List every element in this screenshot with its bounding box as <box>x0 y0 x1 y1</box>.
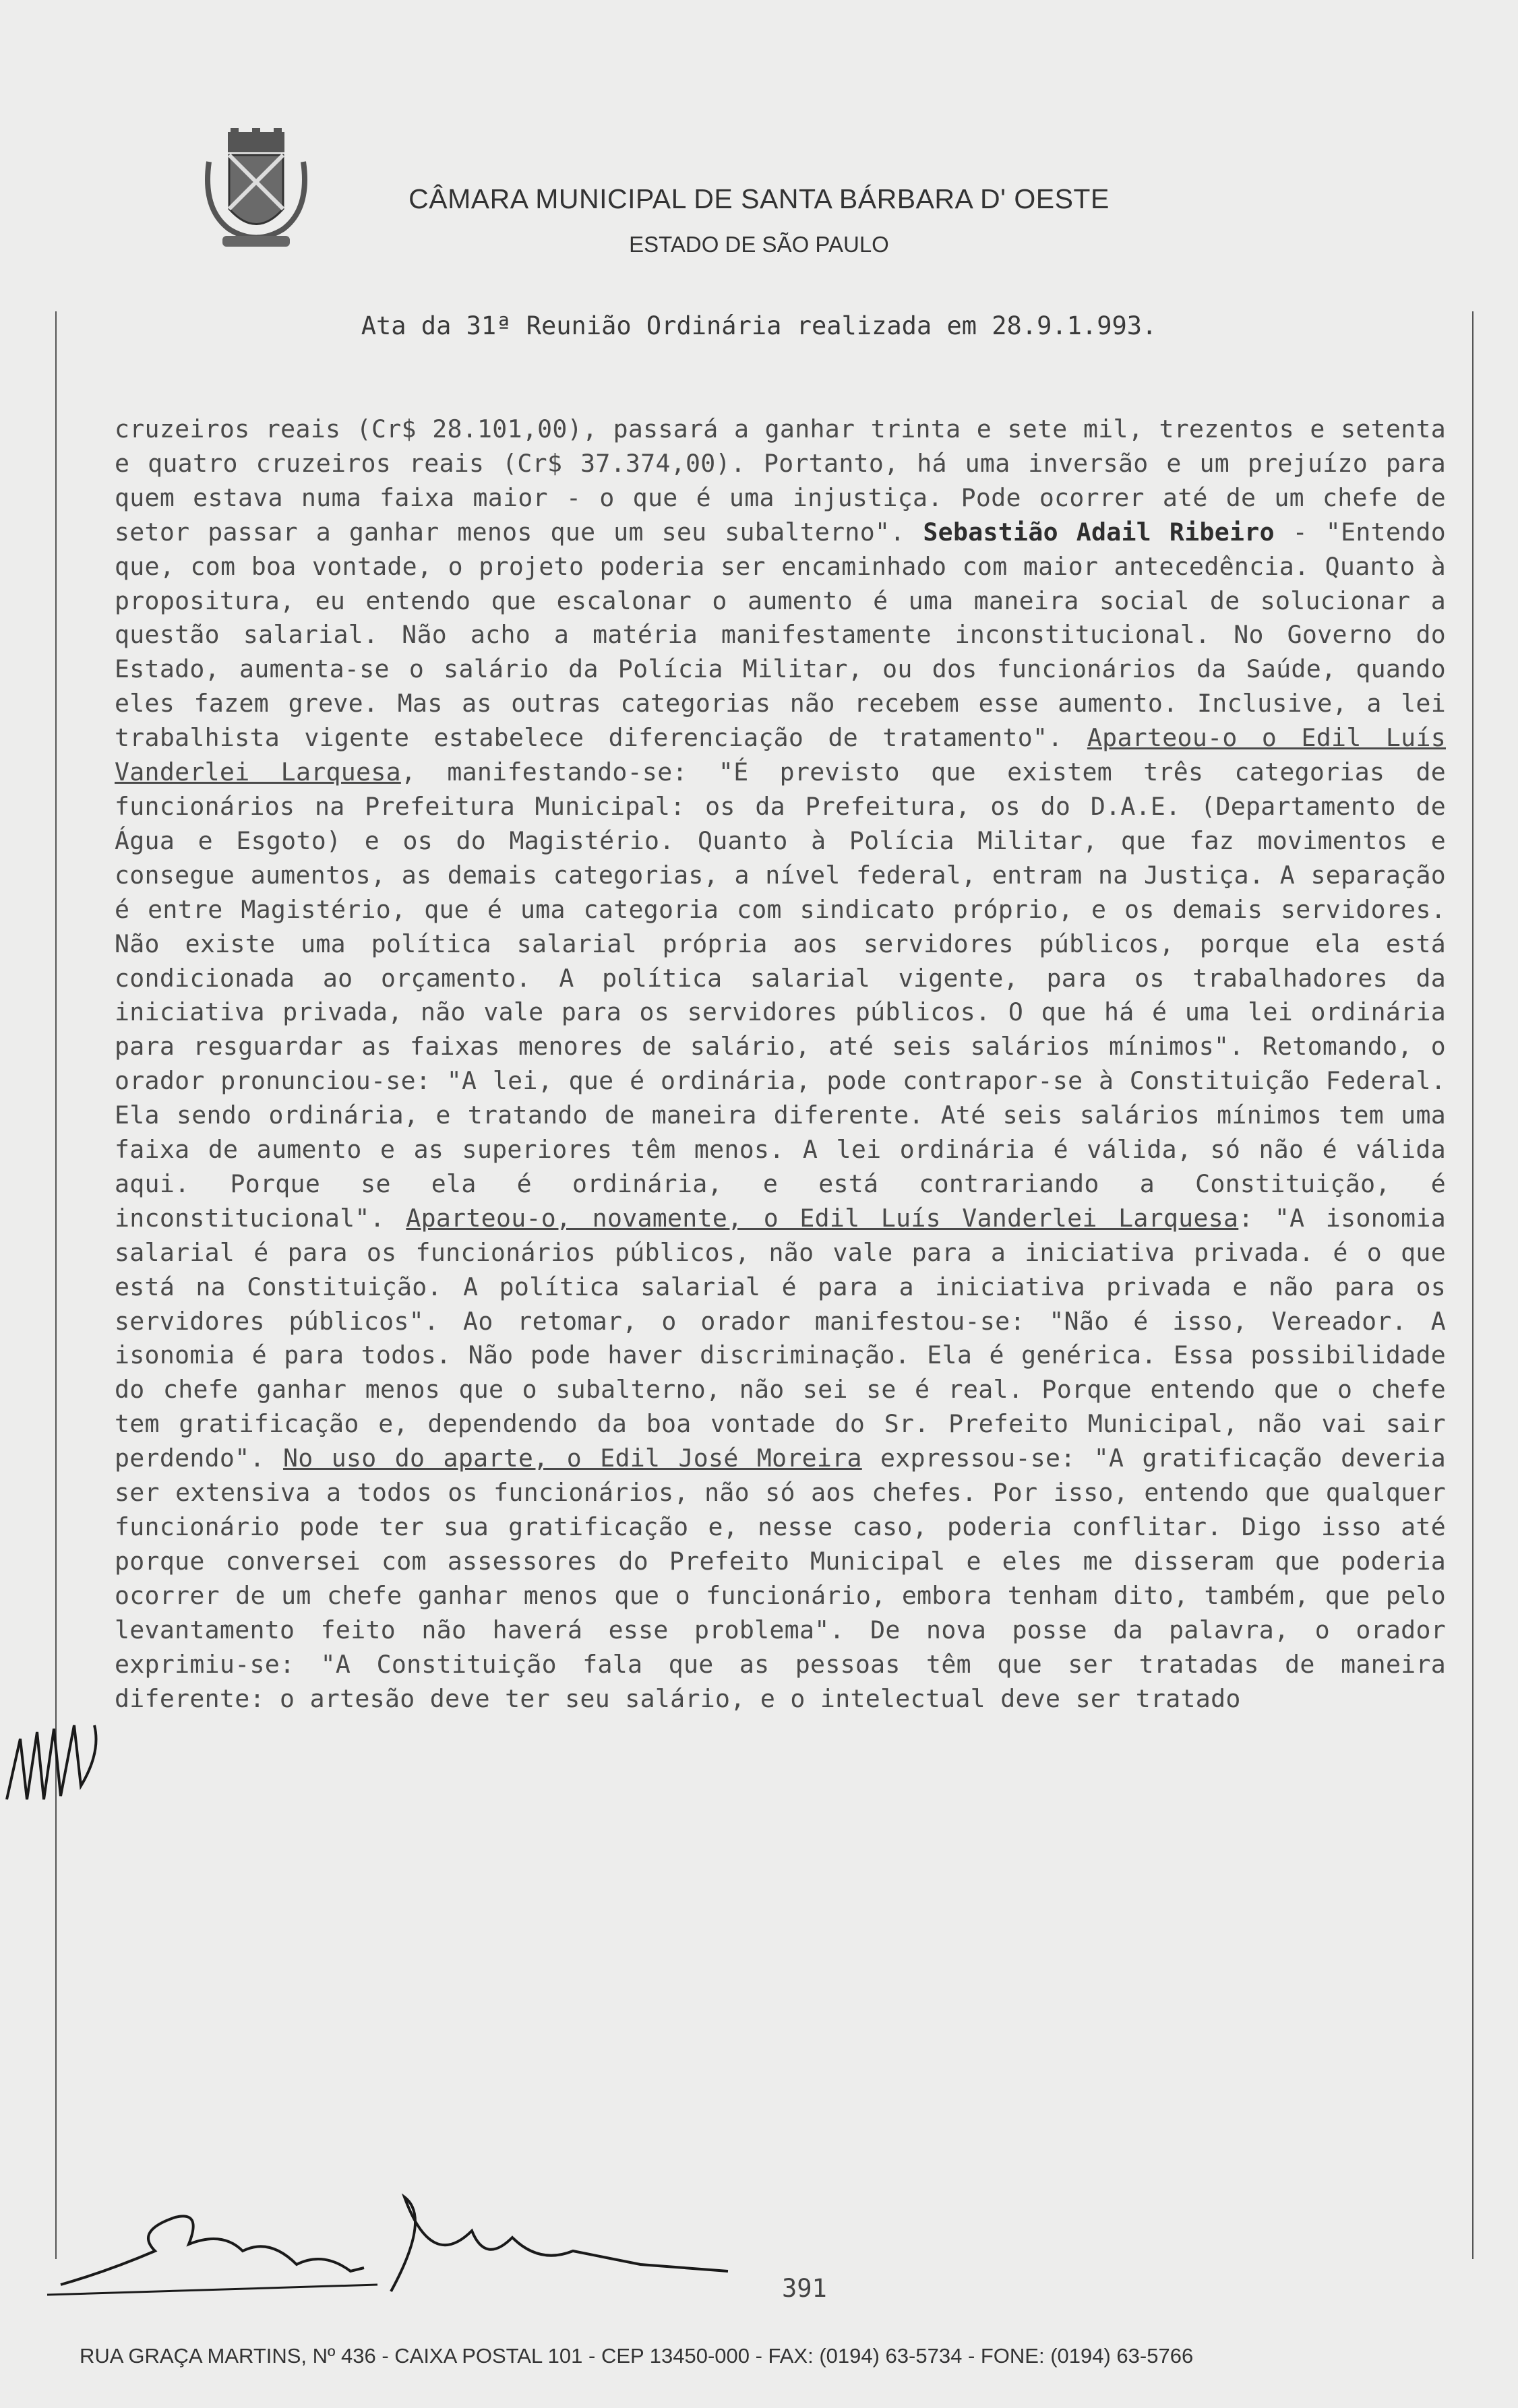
page-number: 391 <box>782 2274 827 2303</box>
signature-mark-icon <box>0 1712 108 1813</box>
body-part-3: , manifestando-se: "É previsto que existem três categorias de funcionários na Prefeitura Municipal: os da Prefeitura, os do D.A.E. (Departamento de Água e Esgoto) e os do Magistério. Quanto à Polícia Militar, que faz movimentos e consegue aumentos, as demais categorias, a nível federal, entram na Justiça. A separação é entre Magistério, que é uma categoria com sindicato próprio, e os demais servidores. Não existe uma política salarial própria aos servidores públicos, porque ela está condicionada ao orçamento. A política salarial vigente, para os trabalhadores da iniciativa privada, não vale para os servidores públicos. O que há é uma lei ordinária para resguardar as faixas menores de salário, até seis salários mínimos". Retomando, o orador pronunciou-se: "A lei, que é ordinária, pode contrapor-se à Constituição Federal. Ela sendo ordinária, e tratando de maneira diferente. Até seis salários mínimos tem uma faixa de aumento e as superiores têm menos. A lei ordinária é válida, só não é válida aqui. Porque se ela é ordinária, e está contrariando a Constituição, é inconstitucional". <box>115 758 1447 1233</box>
body-part-4: : "A isonomia salarial é para os funcionários públicos, não vale para a iniciativa privada. é o que está na Constituição. A política salarial é para a iniciativa privada e não para os servidores públicos". Ao retomar, o orador manifestou-se: "Não é isso, Vereador. A isonomia é para todos. Não pode haver discriminação. Ela é genérica. Essa possibilidade do chefe ganhar menos que o subalterno, não sei se é real. Porque entendo que o chefe tem gratificação e, dependendo da boa vontade do Sr. Prefeito Municipal, não vai sair perdendo". <box>115 1203 1446 1473</box>
body-part-2: - "Entendo que, com boa vontade, o projeto poderia ser encaminhado com maior antecedência. Quanto à propositura, eu entendo que escalonar o aumento é uma maneira social de solucionar a questão salarial. Não acho a matéria manifestamente inconstitucional. No Governo do Estado, aumenta-se o salário da Polícia Militar, ou dos funcionários da Saúde, quando eles fazem greve. Mas as outras categorias não recebem esse aumento. Inclusive, a lei trabalhista vigente estabelece diferenciação de tratamento". <box>115 517 1446 753</box>
body-intro: cruzeiros reais (Cr$ 28.101,00), passará a ganhar trinta e sete mil, trezentos e setenta e quatro cruzeiros reais (Cr$ 37.374,00). Portanto, há uma inversão e um prejuízo para quem estava numa faixa maior - o que é uma injustiça. Pode ocorrer até de um chefe de setor passar a ganhar menos que um seu subalterno". <box>115 414 1446 547</box>
minutes-body <box>115 412 1446 1716</box>
body-part-5: expressou-se: "A gratificação deveria ser extensiva a todos os funcionários, não só aos chefes. Por isso, entendo que qualquer funcionário pode ter sua gratificação e, nesse caso, poderia conflitar. Digo isso até porque conversei com assessores do Prefeito Municipal e eles me disseram que poderia ocorrer de um chefe ganhar menos que o funcionário, embora tenham dito, também, que pelo levantamento feito não haverá esse problema". De nova posse da palavra, o orador exprimiu-se: "A Constituição fala que as pessoas têm que ser tratadas de maneira diferente: o artesão deve ter seu salário, e o intelectual deve ser tratado <box>115 1444 1446 1713</box>
signatures-icon <box>0 2190 876 2305</box>
aparte-1: Aparteou-o o Edil Luís Vanderlei Larquesa <box>115 723 1446 787</box>
right-margin-rule <box>1472 311 1474 2259</box>
institution-title: CÂMARA MUNICIPAL DE SANTA BÁRBARA D' OESTE <box>408 183 1110 214</box>
aparte-2: Aparteou-o, novamente, o Edil Luís Vanderlei Larquesa <box>406 1203 1239 1233</box>
aparte-3: No uso do aparte, o Edil José Moreira <box>282 1444 862 1473</box>
speaker-name: Sebastião Adail Ribeiro <box>923 517 1275 547</box>
document-title: Ata da 31ª Reunião Ordinária realizada em 28.9.1.993. <box>361 311 1157 340</box>
left-margin-rule <box>55 311 57 2259</box>
footer-address: RUA GRAÇA MARTINS, Nº 436 - CAIXA POSTAL 101 - CEP 13450-000 - FAX: (0194) 63-5734 - FONE: (0194) 63-5766 <box>80 2344 1194 2368</box>
institution-subtitle: ESTADO DE SÃO PAULO <box>629 232 889 257</box>
